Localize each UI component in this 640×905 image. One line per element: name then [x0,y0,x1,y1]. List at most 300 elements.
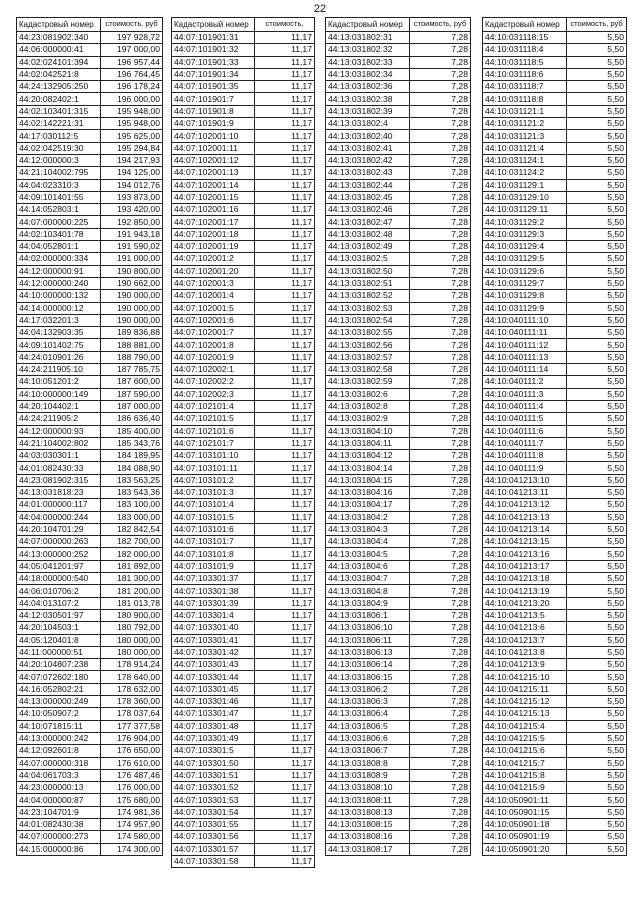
cadastral-number-cell: 44:13:031804:8 [326,585,410,597]
table-row [17,782,163,794]
cadastral-number-cell: 44:20:104402:1 [17,400,101,412]
cadastral-number-cell: 44:04:000000:87 [17,794,101,806]
table-row [172,81,315,93]
table-row [326,560,471,572]
cost-cell: 5,50 [567,474,627,486]
table-row [483,745,627,757]
table-row [17,523,163,535]
cadastral-number-cell: 44:13:031802:41 [326,142,410,154]
cost-cell: 5,50 [567,241,627,253]
table-row [326,290,471,302]
cadastral-number-cell: 44:07:103301:43 [172,659,255,671]
table-row [483,462,627,474]
cost-cell: 191 000,00 [101,253,163,265]
table-row [172,154,315,166]
cost-cell: 7,28 [410,32,471,44]
cadastral-number-cell: 44:02:142221:31 [17,118,101,130]
table-row [172,364,315,376]
cadastral-number-cell: 44:10:031129:4 [483,241,567,253]
cost-cell: 5,50 [567,745,627,757]
cadastral-number-cell: 44:10:040111:8 [483,450,567,462]
cadastral-number-cell: 44:05:041201:97 [17,560,101,572]
table-row [172,683,315,695]
table-row [17,769,163,781]
cadastral-number-cell: 44:01:082430:33 [17,462,101,474]
cost-cell: 11,17 [255,782,315,794]
cost-cell: 7,28 [410,228,471,240]
cost-cell: 185 343,76 [101,437,163,449]
cost-cell: 7,28 [410,142,471,154]
table-row [172,450,315,462]
cost-cell: 183 563,25 [101,474,163,486]
cost-cell: 11,17 [255,93,315,105]
table-row [483,93,627,105]
table-row [326,548,471,560]
cadastral-number-cell: 44:13:031802:9 [326,413,410,425]
cadastral-number-cell: 44:02:103401:315 [17,105,101,117]
cost-cell: 5,50 [567,351,627,363]
cost-cell: 7,28 [410,450,471,462]
cadastral-number-cell: 44:13:031804:11 [326,437,410,449]
cadastral-number-cell: 44:10:041215:11 [483,683,567,695]
cost-cell: 7,28 [410,327,471,339]
cadastral-number-cell: 44:10:031118:15 [483,32,567,44]
cadastral-number-cell: 44:10:031118:8 [483,93,567,105]
cadastral-number-cell: 44:07:000000:225 [17,216,101,228]
cadastral-number-cell: 44:10:040111:14 [483,364,567,376]
table-row [483,118,627,130]
cost-cell: 184 189,95 [101,450,163,462]
cadastral-number-cell: 44:10:041213:12 [483,499,567,511]
cost-cell: 175 680,00 [101,794,163,806]
table-row [17,118,163,130]
cadastral-number-cell: 44:13:031802:34 [326,68,410,80]
cadastral-number-cell: 44:07:102101:5 [172,413,255,425]
table-row [172,241,315,253]
cadastral-number-cell: 44:01:082430:38 [17,819,101,831]
cadastral-number-cell: 44:07:103301:54 [172,806,255,818]
table-row [483,671,627,683]
table-row [483,290,627,302]
cost-cell: 188 881,00 [101,339,163,351]
cadastral-number-cell: 44:07:103101:8 [172,548,255,560]
table-row [172,191,315,203]
cost-cell: 7,28 [410,191,471,203]
table-row [326,499,471,511]
table-row [17,413,163,425]
cost-cell: 7,28 [410,486,471,498]
header-cadastral-number: Кадастровый номер [172,18,255,32]
cadastral-number-cell: 44:07:072602:180 [17,671,101,683]
cadastral-number-cell: 44:07:103301:53 [172,794,255,806]
cadastral-number-cell: 44:10:040111:5 [483,413,567,425]
table-row [172,671,315,683]
cost-cell: 11,17 [255,130,315,142]
table-row [172,216,315,228]
cost-cell: 180 000,00 [101,646,163,658]
table-row [17,745,163,757]
cost-cell: 7,28 [410,351,471,363]
cadastral-number-cell: 44:10:050901:15 [483,806,567,818]
cadastral-number-cell: 44:04:052801:1 [17,241,101,253]
cadastral-number-cell: 44:13:031802:57 [326,351,410,363]
cost-cell: 178 640,00 [101,671,163,683]
table-row [326,732,471,744]
table-row [326,32,471,44]
cadastral-number-cell: 44:13:031802:56 [326,339,410,351]
cost-cell: 196 764,45 [101,68,163,80]
table-row [17,277,163,289]
table-row [17,732,163,744]
table-row [483,351,627,363]
table-row [483,843,627,855]
cadastral-number-cell: 44:07:103101:7 [172,536,255,548]
table-row [17,806,163,818]
cadastral-number-cell: 44:13:031802:50 [326,265,410,277]
table-row [172,93,315,105]
cost-cell: 5,50 [567,683,627,695]
cost-cell: 11,17 [255,831,315,843]
cadastral-number-cell: 44:12:000000:240 [17,277,101,289]
cadastral-number-cell: 44:07:103301:41 [172,634,255,646]
cost-cell: 183 000,00 [101,511,163,523]
cadastral-number-cell: 44:13:031802:55 [326,327,410,339]
table-row [172,474,315,486]
cadastral-number-cell: 44:13:031802:59 [326,376,410,388]
cadastral-number-cell: 44:10:041213:11 [483,486,567,498]
cadastral-number-cell: 44:12:000000:3 [17,154,101,166]
cadastral-number-cell: 44:13:031804:14 [326,462,410,474]
cost-cell: 178 360,00 [101,696,163,708]
cost-cell: 7,28 [410,671,471,683]
cadastral-number-cell: 44:11:000000:51 [17,646,101,658]
cost-cell: 11,17 [255,154,315,166]
cadastral-number-cell: 44:07:103101:5 [172,511,255,523]
cost-cell: 5,50 [567,609,627,621]
table-row [172,44,315,56]
table-row [483,573,627,585]
cost-cell: 11,17 [255,573,315,585]
cost-cell: 11,17 [255,216,315,228]
cadastral-number-cell: 44:10:031121:1 [483,105,567,117]
cost-cell: 197 928,72 [101,32,163,44]
cadastral-number-cell: 44:07:102101:6 [172,425,255,437]
table-row [326,351,471,363]
cadastral-number-cell: 44:17:032201:3 [17,314,101,326]
cadastral-number-cell: 44:07:101901:8 [172,105,255,117]
table-row [172,376,315,388]
cadastral-number-cell: 44:10:041213:7 [483,634,567,646]
cost-cell: 185 400,00 [101,425,163,437]
table-row [172,769,315,781]
cost-cell: 11,17 [255,364,315,376]
table-row [17,609,163,621]
cost-cell: 5,50 [567,376,627,388]
table-row [17,56,163,68]
table-row [172,782,315,794]
table-row [483,794,627,806]
cost-cell: 7,28 [410,154,471,166]
table-row [17,44,163,56]
cost-cell: 7,28 [410,314,471,326]
page-number: 22 [313,3,327,15]
table-row [483,376,627,388]
cadastral-number-cell: 44:10:031129:7 [483,277,567,289]
cost-cell: 11,17 [255,314,315,326]
cost-cell: 11,17 [255,609,315,621]
table-row [17,265,163,277]
cost-cell: 11,17 [255,32,315,44]
cadastral-number-cell: 44:07:102001:13 [172,167,255,179]
cost-cell: 5,50 [567,81,627,93]
cost-cell: 11,17 [255,351,315,363]
cost-cell: 5,50 [567,560,627,572]
table-row [483,769,627,781]
table-row [172,56,315,68]
cost-cell: 5,50 [567,843,627,855]
cost-cell: 11,17 [255,843,315,855]
cadastral-number-cell: 44:04:061703:3 [17,769,101,781]
table-row [17,720,163,732]
table-row [483,339,627,351]
table-row [17,167,163,179]
table-row [483,548,627,560]
cost-cell: 187 600,00 [101,376,163,388]
cadastral-number-cell: 44:02:024101:394 [17,56,101,68]
table-row [17,511,163,523]
table-row [326,277,471,289]
cost-cell: 5,50 [567,499,627,511]
cadastral-number-cell: 44:13:031808:8 [326,757,410,769]
cost-cell: 11,17 [255,634,315,646]
table-row [326,659,471,671]
cost-cell: 11,17 [255,708,315,720]
table-row [172,499,315,511]
table-row [172,794,315,806]
table-row [172,855,315,867]
cost-cell: 5,50 [567,388,627,400]
table-row [483,757,627,769]
table-row [483,659,627,671]
cadastral-number-cell: 44:13:031802:46 [326,204,410,216]
cost-cell: 5,50 [567,302,627,314]
table-row [483,806,627,818]
cadastral-number-cell: 44:10:031129:10 [483,191,567,203]
cadastral-number-cell: 44:13:031806:13 [326,646,410,658]
cost-cell: 5,50 [567,167,627,179]
cadastral-number-cell: 44:21:104002:795 [17,167,101,179]
cadastral-number-cell: 44:02:042519:30 [17,142,101,154]
table-row [17,671,163,683]
cadastral-number-cell: 44:10:040111:6 [483,425,567,437]
table-row [172,573,315,585]
cost-cell: 7,28 [410,265,471,277]
cadastral-number-cell: 44:10:031129:6 [483,265,567,277]
table-row [172,560,315,572]
cadastral-number-cell: 44:06:010706:2 [17,585,101,597]
table-row [17,437,163,449]
table-row [17,683,163,695]
table-row [17,364,163,376]
cadastral-number-cell: 44:23:104701:9 [17,806,101,818]
cost-cell: 11,17 [255,425,315,437]
table-row [172,400,315,412]
cadastral-number-cell: 44:13:031808:13 [326,806,410,818]
cost-cell: 5,50 [567,56,627,68]
table-row [172,659,315,671]
cadastral-number-cell: 44:02:000000:334 [17,253,101,265]
cadastral-number-cell: 44:07:103301:45 [172,683,255,695]
table-row [483,302,627,314]
table-row [17,314,163,326]
table-row [326,364,471,376]
cadastral-number-cell: 44:07:102002:3 [172,388,255,400]
cost-cell: 5,50 [567,548,627,560]
cadastral-number-cell: 44:13:031802:38 [326,93,410,105]
cadastral-number-cell: 44:10:041215:12 [483,696,567,708]
table-row [483,228,627,240]
cost-cell: 174 300,00 [101,843,163,855]
cost-cell: 11,17 [255,376,315,388]
cadastral-number-cell: 44:24:211905:10 [17,364,101,376]
table-row [326,486,471,498]
cost-cell: 11,17 [255,720,315,732]
cadastral-number-cell: 44:07:103101:10 [172,450,255,462]
cost-cell: 178 632,00 [101,683,163,695]
table-row [17,228,163,240]
cost-cell: 11,17 [255,437,315,449]
cost-cell: 11,17 [255,536,315,548]
table-row [483,486,627,498]
cadastral-number-cell: 44:10:050907:2 [17,708,101,720]
cost-cell: 182 000,00 [101,548,163,560]
cadastral-number-cell: 44:13:031802:51 [326,277,410,289]
cost-cell: 195 948,00 [101,105,163,117]
table-row [17,130,163,142]
table-row [172,511,315,523]
cost-cell: 5,50 [567,154,627,166]
table-row [172,105,315,117]
table-row [326,376,471,388]
cost-cell: 187 000,00 [101,400,163,412]
table-row [483,81,627,93]
cost-cell: 190 662,00 [101,277,163,289]
table-row [326,388,471,400]
cost-cell: 5,50 [567,720,627,732]
cadastral-number-cell: 44:13:031802:33 [326,56,410,68]
table-row [17,819,163,831]
cadastral-number-cell: 44:13:031804:10 [326,425,410,437]
cadastral-number-cell: 44:13:031806:4 [326,708,410,720]
cost-cell: 7,28 [410,720,471,732]
cost-cell: 5,50 [567,277,627,289]
cadastral-number-cell: 44:13:000000:242 [17,732,101,744]
table-row [17,241,163,253]
cost-cell: 5,50 [567,253,627,265]
cadastral-number-cell: 44:10:031124:1 [483,154,567,166]
table-row [483,364,627,376]
cadastral-number-cell: 44:07:103301:57 [172,843,255,855]
cost-cell: 11,17 [255,327,315,339]
cost-cell: 187 590,00 [101,388,163,400]
table-row [483,634,627,646]
header-cadastral-number: Кадастровый номер [483,18,567,32]
cadastral-number-cell: 44:07:101901:7 [172,93,255,105]
cadastral-number-cell: 44:10:040111:4 [483,400,567,412]
table-row [172,745,315,757]
cost-cell: 197 000,00 [101,44,163,56]
cost-cell: 176 487,46 [101,769,163,781]
cadastral-number-cell: 44:20:104701:29 [17,523,101,535]
cadastral-number-cell: 44:13:031806:6 [326,732,410,744]
cost-cell: 5,50 [567,437,627,449]
cost-cell: 5,50 [567,573,627,585]
cadastral-number-cell: 44:07:103301:58 [172,855,255,867]
table-row [483,708,627,720]
table-row [17,450,163,462]
cadastral-number-cell: 44:10:050901:18 [483,819,567,831]
table-row [17,351,163,363]
cost-cell: 5,50 [567,400,627,412]
cadastral-number-cell: 44:07:102001:20 [172,265,255,277]
cadastral-number-cell: 44:13:031808:11 [326,794,410,806]
table-row [326,819,471,831]
cadastral-number-cell: 44:07:102001:8 [172,339,255,351]
cost-cell: 5,50 [567,290,627,302]
cost-cell: 5,50 [567,179,627,191]
cadastral-number-cell: 44:13:031808:15 [326,819,410,831]
cost-cell: 5,50 [567,732,627,744]
table-row [326,843,471,855]
cadastral-number-cell: 44:07:102002:1 [172,364,255,376]
cadastral-number-cell: 44:13:031804:2 [326,511,410,523]
cadastral-number-cell: 44:07:101901:33 [172,56,255,68]
cost-cell: 194 012,76 [101,179,163,191]
cadastral-number-cell: 44:10:031129:3 [483,228,567,240]
cadastral-number-cell: 44:10:040111:13 [483,351,567,363]
table-row [483,327,627,339]
cost-cell: 7,28 [410,93,471,105]
table-row [483,437,627,449]
cadastral-number-cell: 44:13:031802:39 [326,105,410,117]
header-cost: стоимость, руб [101,18,163,32]
cadastral-number-cell: 44:13:031806:5 [326,720,410,732]
cadastral-number-cell: 44:15:000000:86 [17,843,101,855]
cost-cell: 11,17 [255,105,315,117]
table-row [172,806,315,818]
table-row [326,142,471,154]
cost-cell: 177 377,58 [101,720,163,732]
cost-cell: 188 790,00 [101,351,163,363]
cost-cell: 11,17 [255,290,315,302]
table-row [172,696,315,708]
cost-cell: 5,50 [567,782,627,794]
cadastral-number-cell: 44:07:103101:3 [172,486,255,498]
cost-cell: 5,50 [567,622,627,634]
cadastral-number-cell: 44:10:041215:6 [483,745,567,757]
cadastral-number-cell: 44:07:103301:56 [172,831,255,843]
cadastral-number-cell: 44:07:103101:9 [172,560,255,572]
cadastral-number-cell: 44:10:041213:16 [483,548,567,560]
cost-cell: 11,17 [255,646,315,658]
cadastral-number-cell: 44:02:042521:8 [17,68,101,80]
table-row [172,179,315,191]
cadastral-number-cell: 44:23:081902:340 [17,32,101,44]
table-row [17,585,163,597]
cost-cell: 7,28 [410,44,471,56]
table-row [326,265,471,277]
cost-cell: 5,50 [567,339,627,351]
